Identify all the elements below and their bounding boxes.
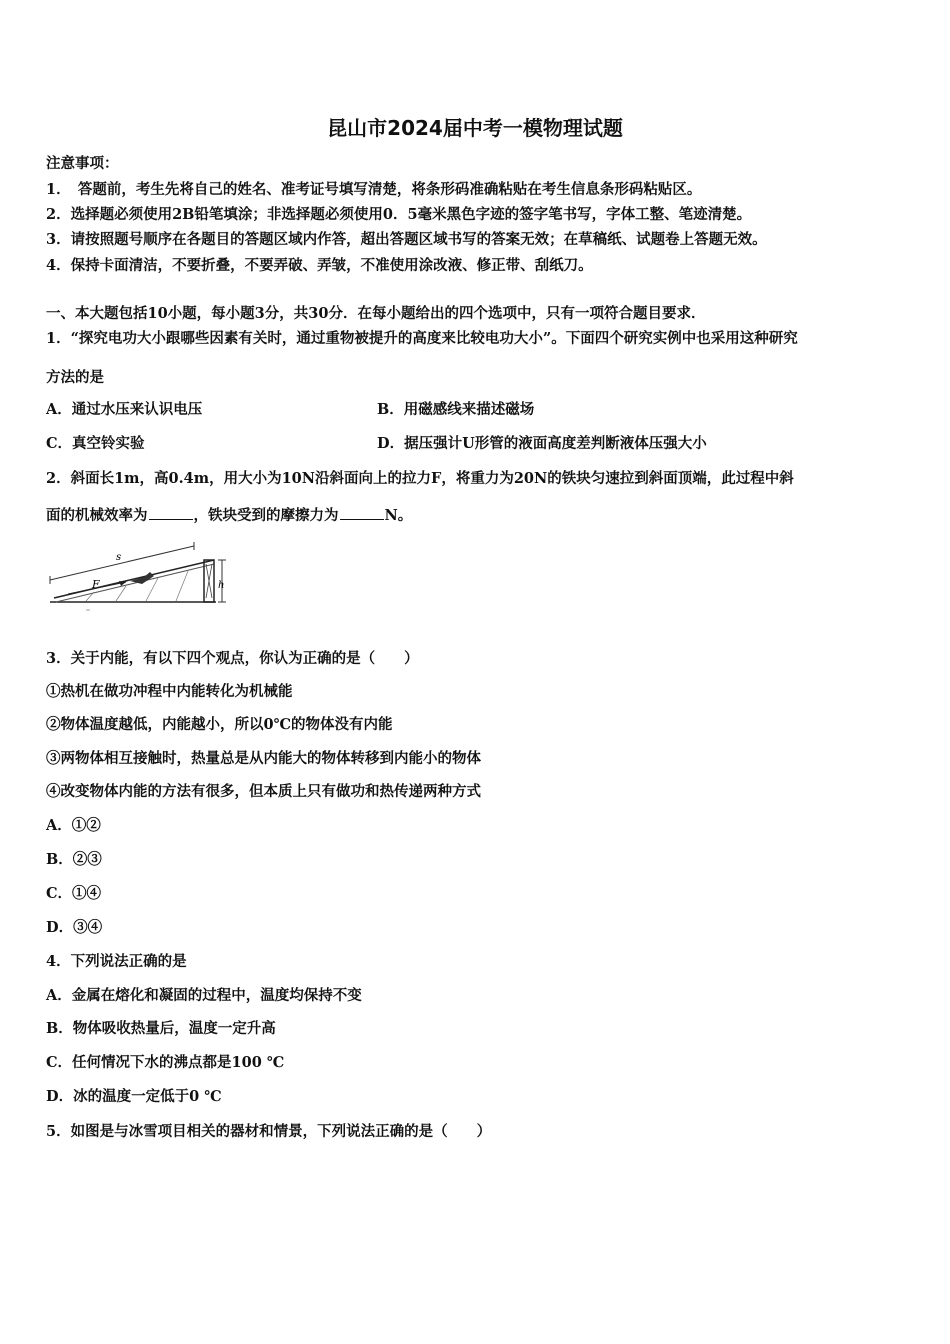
question-2-text-b: ，铁块受到的摩擦力为 xyxy=(193,507,339,524)
question-3-statement: ④改变物体内能的方法有很多，但本质上只有做功和热传递两种方式 xyxy=(46,783,481,800)
question-3-statement: ①热机在做功冲程中内能转化为机械能 xyxy=(46,683,293,700)
question-2-stem-cont xyxy=(46,504,412,525)
question-1-stem-cont: 方法的是 xyxy=(46,369,104,386)
question-3-option-d: D．③④ xyxy=(46,919,103,936)
notice-item: 1． 答题前，考生先将自己的姓名、准考证号填写清楚，将条形码准确粘贴在考生信息条形码粘贴区。 xyxy=(46,181,702,198)
section-heading: 一、本大题包括10小题，每小题3分，共30分．在每小题给出的四个选项中，只有一项符合题目要求． xyxy=(46,305,706,322)
question-1-option-d: D．据压强计U形管的液面高度差判断液体压强大小 xyxy=(377,435,707,452)
iron-block xyxy=(130,572,154,584)
question-3-statement: ③两物体相互接触时，热量总是从内能大的物体转移到内能小的物体 xyxy=(46,750,481,767)
question-3-statement: ②物体温度越低，内能越小，所以0℃的物体没有内能 xyxy=(46,716,393,733)
question-2-stem: 2．斜面长1m，高0.4m，用大小为10N沿斜面向上的拉力F，将重力为20N的铁块匀速拉到斜面顶端，此过程中斜 xyxy=(46,470,794,487)
question-4-stem: 4．下列说法正确的是 xyxy=(46,953,187,970)
question-3-option-a: A．①② xyxy=(46,817,101,834)
question-1-option-c: C．真空铃实验 xyxy=(46,435,145,452)
question-4-option-b: B．物体吸收热量后，温度一定升高 xyxy=(46,1020,276,1037)
notice-item: 2．选择题必须使用2B铅笔填涂；非选择题必须使用0．5毫米黑色字迹的签字笔书写，字体工整、笔迹清楚。 xyxy=(46,206,752,223)
question-2-text-a: 面的机械效率为 xyxy=(46,507,148,524)
page-title: 昆山市2024届中考一模物理试题 xyxy=(327,116,623,140)
figure-label-f: F xyxy=(92,578,100,591)
question-3-option-c: C．①④ xyxy=(46,885,102,902)
figure-label-s: s xyxy=(116,552,122,563)
incline-figure xyxy=(46,538,236,614)
question-4-option-d: D．冰的温度一定低于0 ℃ xyxy=(46,1088,222,1105)
question-3-stem: 3．关于内能，有以下四个观点，你认为正确的是（ ） xyxy=(46,650,419,667)
notice-heading: 注意事项： xyxy=(46,155,119,172)
question-1-stem: 1．“探究电功大小跟哪些因素有关时，通过重物被提升的高度来比较电功大小”。下面四个研究实例中也采用这种研究 xyxy=(46,330,798,347)
question-2-text-c: N。 xyxy=(384,507,413,524)
question-5-stem: 5．如图是与冰雪项目相关的器材和情景，下列说法正确的是（ ） xyxy=(46,1123,492,1140)
figure-label-h: h xyxy=(218,580,225,591)
question-4-option-c: C．任何情况下水的沸点都是100 ℃ xyxy=(46,1054,285,1071)
answer-blank xyxy=(340,518,384,520)
question-4-option-a: A．金属在熔化和凝固的过程中，温度均保持不变 xyxy=(46,987,362,1004)
answer-blank xyxy=(149,518,193,520)
question-3-option-b: B．②③ xyxy=(46,851,102,868)
notice-item: 3．请按照题号顺序在各题目的答题区域内作答，超出答题区域书写的答案无效；在草稿纸、试题卷上答题无效。 xyxy=(46,231,767,248)
question-1-option-b: B．用磁感线来描述磁场 xyxy=(377,401,535,418)
notice-item: 4．保持卡面清洁，不要折叠，不要弄破、弄皱，不准使用涂改液、修正带、刮纸刀。 xyxy=(46,257,593,274)
question-1-option-a: A．通过水压来认识电压 xyxy=(46,401,203,418)
